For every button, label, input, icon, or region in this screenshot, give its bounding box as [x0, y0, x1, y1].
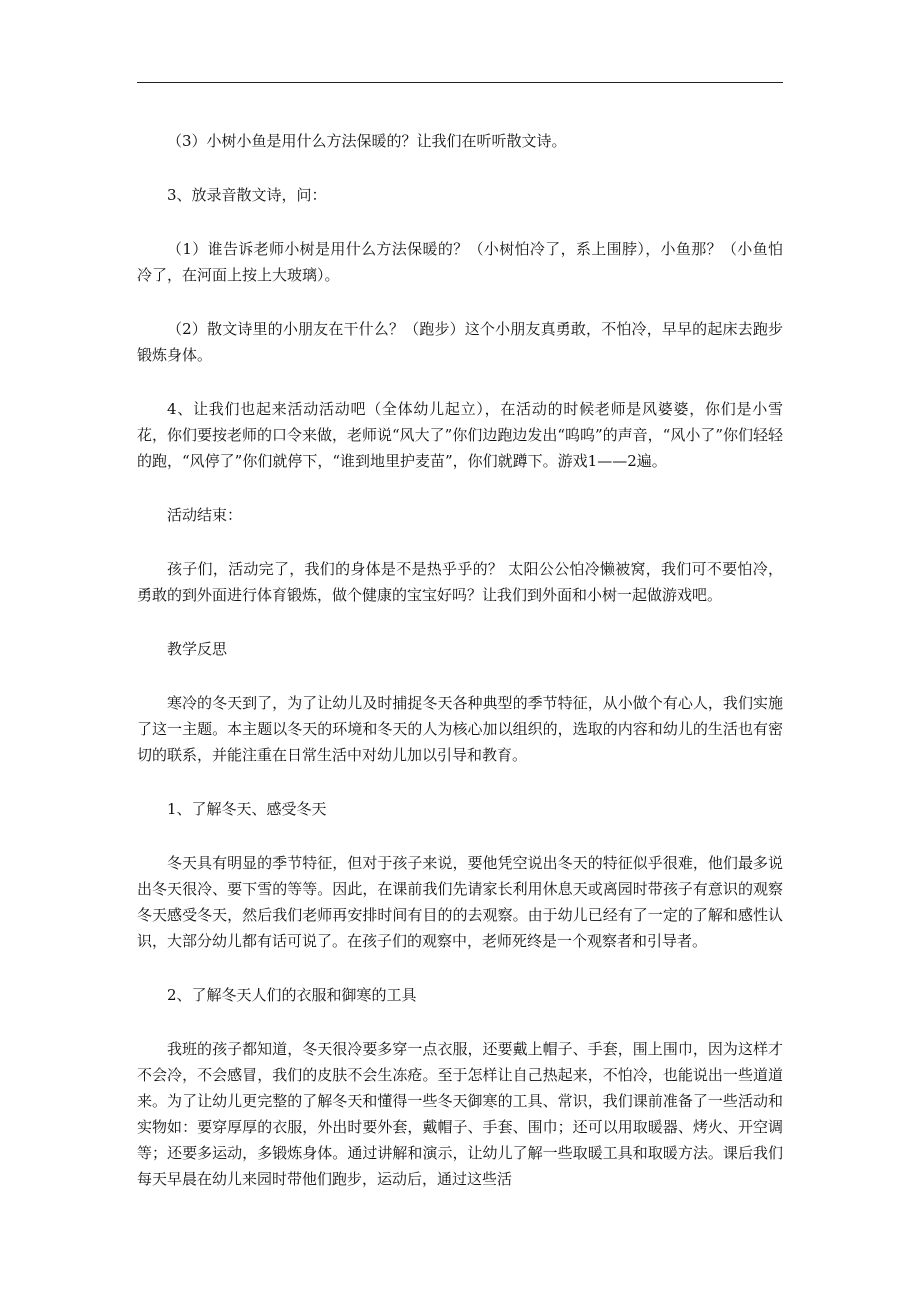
- paragraph-reflection-intro: 寒冷的冬天到了，为了让幼儿及时捕捉冬天各种典型的季节特征，从小做个有心人，我们实施了这一主题。本主题以冬天的环境和冬天的人为核心加以组织的，选取的内容和幼儿的生活也有密切的联系，并能注重在日常生活中对幼儿加以引导和教育。: [137, 694, 783, 764]
- document-body: [137, 128, 783, 1220]
- paragraph-question-1: （1）谁告诉老师小树是用什么方法保暖的？（小树怕冷了，系上围脖），小鱼那？（小鱼怕冷了，在河面上按上大玻璃）。: [137, 240, 783, 284]
- heading-reflection: 教学反思: [167, 640, 228, 658]
- heading-section-1: 1、了解冬天、感受冬天: [167, 800, 327, 818]
- paragraph-section-2: 我班的孩子都知道，冬天很冷要多穿一点衣服，还要戴上帽子、手套，围上围巾，因为这样才不会冷，不会感冒，我们的皮肤不会生冻疮。至于怎样让自己热起来，不怕冷，也能说出一些道道来。为了让幼儿更完整的了解冬天和懂得一些冬天御寒的工具、常识，我们课前准备了一些活动和实物如：要穿厚厚的衣服，外出时要外套，戴帽子、手套、围巾；还可以用取暖器、烤火、开空调等；还要多运动，多锻炼身体。通过讲解和演示，让幼儿了解一些取暖工具和取暖方法。课后我们每天早晨在幼儿来园时带他们跑步，运动后，通过这些活: [137, 1040, 783, 1188]
- heading-section-2: 2、了解冬天人们的衣服和御寒的工具: [167, 986, 417, 1004]
- paragraph-closing: 孩子们，活动完了，我们的身体是不是热乎乎的？ 太阳公公怕冷懒被窝，我们可不要怕冷，勇敢的到外面进行体育锻炼，做个健康的宝宝好吗？让我们到外面和小树一起做游戏吧。: [137, 560, 783, 604]
- heading-activity-end: 活动结束：: [167, 506, 243, 524]
- paragraph-step-4: 4、让我们也起来活动活动吧（全体幼儿起立），在活动的时候老师是风婆婆，你们是小雪花，你们要按老师的口令来做，老师说“风大了”你们边跑边发出“呜呜”的声音，“风小了”你们轻轻的跑，“风停了”你们就停下，“谁到地里护麦苗”，你们就蹲下。游戏1——2遍。: [137, 400, 784, 470]
- paragraph-section-1: 冬天具有明显的季节特征，但对于孩子来说，要他凭空说出冬天的特征似乎很难，他们最多说出冬天很冷、要下雪的等等。因此，在课前我们先请家长利用休息天或离园时带孩子有意识的观察冬天感受冬天，然后我们老师再安排时间有目的的去观察。由于幼儿已经有了一定的了解和感性认识，大部分幼儿都有话可说了。在孩子们的观察中，老师死终是一个观察者和引导者。: [137, 854, 783, 950]
- header-rule: [137, 82, 783, 83]
- paragraph-step-3: 3、放录音散文诗，问：: [167, 186, 327, 204]
- paragraph-question-3: （3）小树小鱼是用什么方法保暖的？让我们在听听散文诗。: [167, 132, 567, 150]
- paragraph-question-2: （2）散文诗里的小朋友在干什么？（跑步）这个小朋友真勇敢，不怕冷，早早的起床去跑步锻炼身体。: [137, 320, 783, 364]
